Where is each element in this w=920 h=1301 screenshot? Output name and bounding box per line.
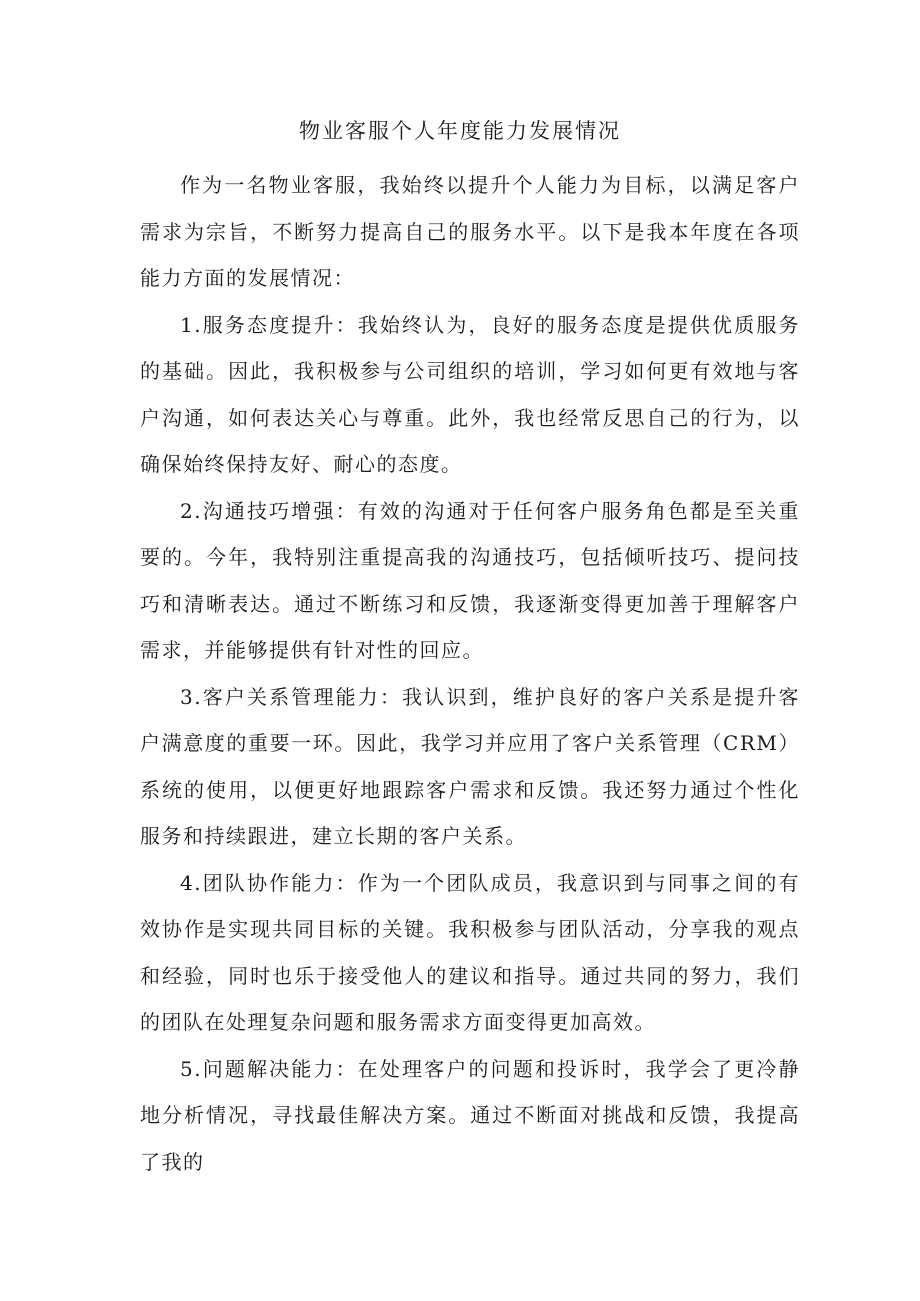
- paragraph-communication-skills: 2.沟通技巧增强：有效的沟通对于任何客户服务角色都是至关重要的。今年，我特别注重提高我的沟通技巧，包括倾听技巧、提问技巧和清晰表达。通过不断练习和反馈，我逐渐变得更加善于理解客户需求，并能够提供有针对性的回应。: [140, 498, 800, 662]
- document-body: [140, 162, 800, 1185]
- intro-paragraph: 作为一名物业客服，我始终以提升个人能力为目标，以满足客户需求为宗旨，不断努力提高自己的服务水平。以下是我本年度在各项能力方面的发展情况：: [140, 173, 800, 290]
- document-title: 物业客服个人年度能力发展情况: [299, 119, 621, 143]
- paragraph-service-attitude: 1.服务态度提升：我始终认为，良好的服务态度是提供优质服务的基础。因此，我积极参与公司组织的培训，学习如何更有效地与客户沟通，如何表达关心与尊重。此外，我也经常反思自己的行为，以确保始终保持友好、耐心的态度。: [140, 312, 800, 476]
- paragraph-problem-solving: 5.问题解决能力：在处理客户的问题和投诉时，我学会了更冷静地分析情况，寻找最佳解决方案。通过不断面对挑战和反馈，我提高了我的: [140, 1056, 800, 1174]
- paragraph-customer-relationship: 3.客户关系管理能力：我认识到，维护良好的客户关系是提升客户满意度的重要一环。因此，我学习并应用了客户关系管理（CRM）系统的使用，以便更好地跟踪客户需求和反馈。我还努力通过个性化服务和持续跟进，建立长期的客户关系。: [140, 684, 800, 848]
- paragraph-teamwork: 4.团队协作能力：作为一个团队成员，我意识到与同事之间的有效协作是实现共同目标的关键。我积极参与团队活动，分享我的观点和经验，同时也乐于接受他人的建议和指导。通过共同的努力，我们的团队在处理复杂问题和服务需求方面变得更加高效。: [140, 870, 800, 1034]
